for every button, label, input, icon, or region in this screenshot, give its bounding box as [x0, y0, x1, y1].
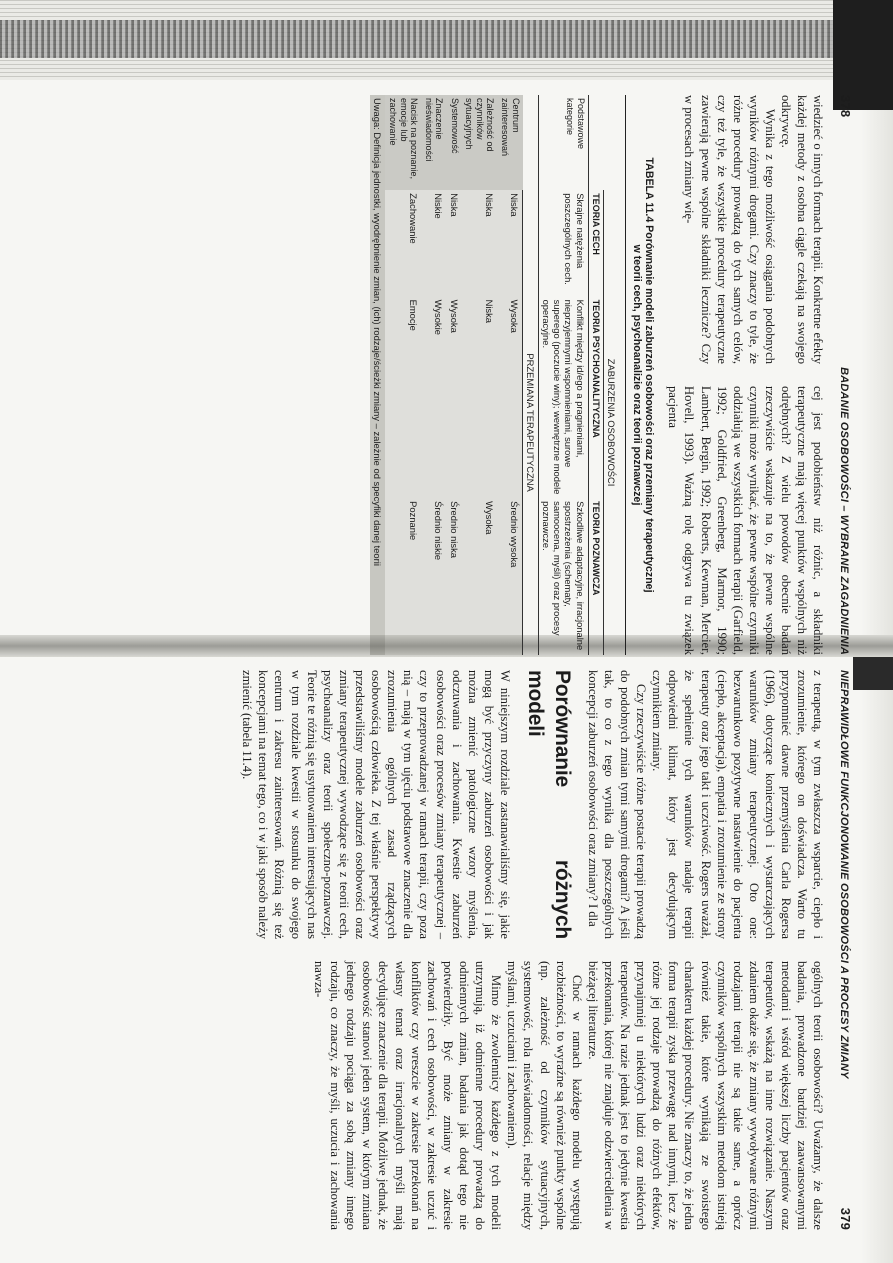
column-header — [588, 95, 604, 190]
column-right — [665, 386, 826, 655]
paragraph: Choć w ramach każdego modelu występują rozbieżności, to wyraźne są również punkty wspólne (np. zależność od czynników sytuacyjnych, systemowość, rola nieświadomości, relacje między myślami, uczuciami i zachowaniem). — [505, 961, 584, 1230]
table-cell: Nacisk na poznanie, emocje lub zachowanie — [385, 95, 421, 190]
text-columns — [665, 95, 826, 655]
table-row — [421, 95, 446, 655]
section-heading: Porównanie różnych modeli — [523, 670, 574, 939]
table-cell: Zależność od czynników sytuacyjnych — [462, 95, 498, 190]
table-cell: Szkodliwe adaptacyjne, irracjonalne spostrzeżenia (schematy, samoocena, myśli) oraz procesy poznawcze. — [539, 498, 588, 655]
page-379 — [118, 670, 853, 1230]
column-header: TEORIA CECH — [588, 190, 604, 296]
table-cell: Średnio wysoka — [497, 498, 522, 655]
table-cell: Średnio niskie — [421, 498, 446, 655]
scan-corner-dark — [833, 0, 893, 110]
scan-artifact-top — [0, 0, 893, 80]
table-cell: Średnio niska — [446, 498, 461, 655]
paragraph: z terapeutą, w tym zwłaszcza wsparcie, ciepło i zrozumienie, którego on doświadcza. Warto tu przypomnieć dawne przemyślenia Carla Rogersa (1966), dotyczące koniecznych i wystarczających warunków zmiany terapeutycznej. Oto one: bezwarunkowo pozytywne nastawienie do pacjenta (ciepło, akceptacja), empatia i zrozumienie ze strony terapeuty oraz jego takt i uczciwość. Rogers uważał, że spełnienie tych warunków nadaje terapii odpowiedni klimat, który jest decydującym czynnikiem zmiany. — [650, 670, 826, 939]
table-cell: Niska — [497, 190, 522, 296]
paragraph: wiedzieć o innych formach terapii. Konkretne efekty każdej metody z osobna ciągle czekają na swojego odkrywcę. — [779, 95, 826, 364]
paragraph: Mimo że zwolennicy każdego z tych modeli utrzymują, iż odmienne procedury prowadzą do odmiennych zmian, badania jak dotąd tego nie potwierdziły. Być może zmiany w zakresie zachowań i cech osobowości, w zakresie uczuć i konfliktów czy wreszcie w zakresie przekonań na własny temat oraz irracjonalnych myśli mają decydujące znaczenie dla terapii. Możliwe jednak, że osobowość stanowi jeden system, w którym zmiana jednego rodzaju pociąga za sobą zmiany innego rodzaju, co znaczy, że myśli, uczucia i zachowania nawza- — [311, 961, 504, 1230]
page-number: 378 — [838, 95, 853, 118]
table-grid — [370, 95, 619, 655]
text-columns — [239, 670, 826, 1230]
table-cell: Wysoka — [497, 297, 522, 499]
paragraph: Wynika z tego możliwość osiągania podobnych wyników różnymi drogami. Czy znaczy to tyle, że różne procedury prowadzą do tych samych celów, czy też tyle, że wszystkie procedury terapeutyczne zawierają pewne wspólne składniki lecznicze? Czy w procesach zmiany wię- — [682, 95, 778, 364]
table-cell: Skrajne natężenia poszczególnych cech. — [539, 190, 588, 296]
table-cell: Emocje — [385, 297, 421, 499]
column-header: TEORIA POZNAWCZA — [588, 498, 604, 655]
table-cell: Centrum zainteresowań — [497, 95, 522, 190]
table-title — [625, 95, 655, 655]
table-group-row — [604, 95, 620, 655]
column-left — [239, 670, 826, 939]
table-cell: Wysoka — [462, 498, 498, 655]
table-footnote-row — [370, 95, 385, 655]
table-cell: Znaczenie nieświadomości — [421, 95, 446, 190]
table-cell: Wysoka — [446, 297, 461, 499]
table-cell: Niska — [462, 190, 498, 296]
table-row — [446, 95, 461, 655]
table-row — [385, 95, 421, 655]
scan-edge-right — [861, 0, 893, 1263]
table-title-line: w teorii cech, psychoanalizie oraz teorii poznawczej — [630, 244, 643, 506]
table-cell: Niska — [462, 297, 498, 499]
table-group-label: ZABURZENIA OSOBOWOŚCI — [604, 190, 620, 655]
paragraph: ogólnych teorii osobowości? Uważamy, że dalsze badania, prowadzone bardziej zaawansowanymi metodami i wśród większej liczby pacjentów oraz terapeutów, wskażą na inne rozwiązanie. Naszym zdaniem okaże się, że zmiany wywoływane różnymi rodzajami terapii nie są takie same, a oprócz czynników wspólnych wszystkim metodom istnieją również takie, które wynikają ze swoistego charakteru każdej procedury. Nie znaczy to, że jedna forma terapii zyska przewagę nad innymi, lecz że różne jej rodzaje prowadzą do różnych efektów, przynajmniej u niektórych ludzi oraz niektórych terapeutów. Na razie jednak jest to jedynie kwestia przekonania, której nie znajduje odzwierciedlenia w bieżącej literaturze. — [585, 961, 826, 1230]
paragraph: W niniejszym rozdziale zastanawialiśmy się, jakie mogą być przyczyny zaburzeń osobowości i jak można zmienić patologiczne wzory myślenia, odczuwania i zachowania. Kwestie zaburzeń osobowości oraz procesów zmiany terapeutycznej – czy to przeprowadzanej w ramach terapii, czy poza nią – mają w tym ujęciu podstawowe znaczenie dla zrozumienia ogólnych zasad rządzących osobowością człowieka. Z tej właśnie perspektywy przedstawiliśmy modele zaburzeń osobowości oraz zmiany terapeutycznej wywodzące się z teorii cech, psychoanalizy oraz teorii społeczno-poznawczej. Teorie te różnią się usytuowaniem interesujących nas w tym rozdziale kwestii w stosunku do swojego centrum i zakresu zainteresowań. Różnią się też koncepcjami na temat tego, co i w jaki sposób należy zmienić (tabela 11.4). — [240, 670, 512, 939]
table-cell: Konflikt między id/ego a pragnieniami, nieprzyjemnymi wspomnieniami, surowe superego (poczucie winy); wewnętrzne modele operacyjne. — [539, 297, 588, 499]
table-cell: Niskie — [421, 190, 446, 296]
table-cell: Wysokie — [421, 297, 446, 499]
column-header: TEORIA PSYCHOANALITYCZNA — [588, 297, 604, 499]
page-header — [836, 670, 853, 1230]
page-378 — [118, 95, 853, 655]
table-title-line: TABELA 11.4 Porównanie modeli zaburzeń osobowości oraz przemiany terapeutycznej — [643, 157, 656, 593]
table-cell: Niska — [446, 190, 461, 296]
table-header-row — [588, 95, 604, 655]
table-cell: Podstawowe kategorie — [539, 95, 588, 190]
comparison-table — [370, 95, 655, 655]
table-footnote: Uwaga: Definicja jednostki, wyodrębnienie zmian, (ich) rodzaje/ścieżki zmiany – zależnie od specyfiki danej teorii — [370, 95, 385, 655]
table-row — [539, 95, 588, 655]
column-right — [239, 961, 826, 1230]
column-left — [665, 95, 826, 364]
table-cell: Zachowanie — [385, 190, 421, 296]
page-header — [836, 95, 853, 655]
page-number: 379 — [838, 1207, 853, 1230]
table-group-label: PRZEMIANA TERAPEUTYCZNA — [523, 190, 539, 655]
table-row — [462, 95, 498, 655]
table-group-row — [523, 95, 539, 655]
table-row — [497, 95, 522, 655]
table-cell: Poznanie — [385, 498, 421, 655]
running-head: NIEPRAWIDŁOWE FUNKCJONOWANIE OSOBOWOŚCI A PROCESY ZMIANY — [838, 670, 850, 1079]
paragraph: Czy rzeczywiście różne postacie terapii prowadzą do podobnych zmian tymi samymi drogami? A jeśli tak, to co z tego wynika dla poszczególnych koncepcji zaburzeń osobowości oraz zmiany? I dla — [585, 670, 649, 939]
running-head: BADANIE OSOBOWOŚCI – WYBRANE ZAGADNIENIA — [838, 367, 850, 655]
table-cell: Systemowość — [446, 95, 461, 190]
paragraph: cej jest podobieństw niż różnic, a składniki terapeutyczne mają więcej punktów wspólnych niż odrębnych? Z wielu powodów obecnie badań rzeczywiście wskazuje na to, że pewne wspólne czynniki może wynikać, że pewne wspólne czynniki oddziałują we wszystkich formach terapii (Garfield, 1992; Goldfried, Greenberg, Marmor, 1990; Lambert, Bergin, 1992; Roberts, Kewman, Mercier, Hovell, 1993). Ważną rolę odgrywa tu związek pacjenta — [666, 386, 826, 655]
